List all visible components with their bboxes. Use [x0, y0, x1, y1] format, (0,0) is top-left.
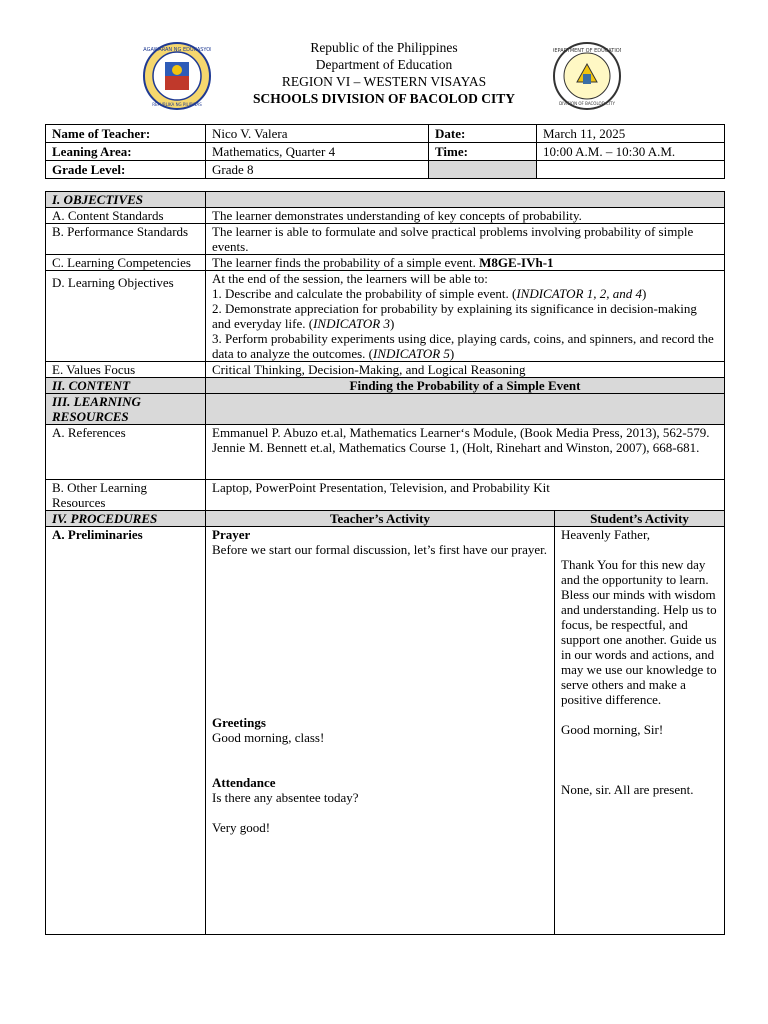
student-activity-header: Student’s Activity	[555, 511, 725, 527]
prayer-text: Before we start our formal discussion, let’s first have our prayer.	[212, 542, 548, 557]
learning-objectives-cell	[206, 271, 725, 362]
empty-cell	[206, 192, 725, 208]
header-line-4: SCHOOLS DIVISION OF BACOLOD CITY	[252, 91, 516, 106]
lo3-indicator: INDICATOR 5	[373, 346, 450, 361]
spacer	[212, 745, 548, 775]
references-label: A. References	[46, 425, 206, 480]
time-label: Time:	[429, 143, 537, 161]
other-resources-text: Laptop, PowerPoint Presentation, Television, and Probability Kit	[206, 480, 725, 511]
empty-cell	[429, 161, 537, 179]
values-label: E. Values Focus	[46, 362, 206, 378]
learning-objectives-label: D. Learning Objectives	[46, 271, 206, 362]
preliminaries-label: A. Preliminaries	[46, 527, 206, 935]
references-text: Emmanuel P. Abuzo et.al, Mathematics Learner‘s Module, (Book Media Press, 2013), 562-579. Jennie M. Bennett et.al, Mathematics Course 1, (Holt, Rinehart and Winston, 2007), 668-681.	[206, 425, 725, 480]
lesson-plan-table	[45, 191, 725, 935]
teacher-activity-header: Teacher’s Activity	[206, 511, 555, 527]
lo3-text: 3. Perform probability experiments using dice, playing cards, coins, and spinners, and record the data to analyze the outcomes. (	[212, 331, 714, 361]
competency-code: M8GE-IVh-1	[479, 255, 554, 270]
date-label: Date:	[429, 125, 537, 143]
teacher-value: Nico V. Valera	[206, 125, 429, 143]
right-seal-bottom: DIVISION OF BACOLOD CITY	[559, 101, 615, 106]
content-title: Finding the Probability of a Simple Event	[206, 378, 725, 394]
spacer	[212, 557, 548, 715]
lo-item-1	[212, 286, 718, 301]
time-value: 10:00 A.M. – 10:30 A.M.	[537, 143, 725, 161]
deped-seal-right	[553, 42, 621, 110]
content-standards-label: A. Content Standards	[46, 208, 206, 224]
performance-standards-label: B. Performance Standards	[46, 224, 206, 255]
content-heading: II. CONTENT	[46, 378, 206, 394]
grade-label: Grade Level:	[46, 161, 206, 179]
resources-heading: III. LEARNING RESOURCES	[46, 394, 206, 425]
right-seal-label: DEPARTMENT OF EDUCATION	[553, 48, 621, 54]
student-greeting: Good morning, Sir!	[561, 722, 664, 737]
date-value: March 11, 2025	[537, 125, 725, 143]
student-attendance: None, sir. All are present.	[561, 782, 694, 797]
other-resources-label: B. Other Learning Resources	[46, 480, 206, 511]
competencies-label: C. Learning Competencies	[46, 255, 206, 271]
lo-item-3	[212, 331, 718, 361]
very-good-text: Very good!	[212, 820, 271, 835]
values-text: Critical Thinking, Decision-Making, and Logical Reasoning	[206, 362, 725, 378]
left-seal-label: KAGAWARAN NG EDUKASYON	[143, 47, 211, 53]
student-father: Heavenly Father,	[561, 527, 651, 542]
area-label: Leaning Area:	[46, 143, 206, 161]
competencies-text: The learner finds the probability of a simple event.	[212, 255, 476, 270]
student-activity-cell	[555, 527, 725, 935]
lo2-close: )	[389, 316, 395, 331]
objectives-heading: I. OBJECTIVES	[46, 192, 206, 208]
content-standards-text: The learner demonstrates understanding of key concepts of probability.	[206, 208, 725, 224]
lo-item-2	[212, 301, 718, 331]
letterhead	[0, 39, 768, 107]
student-prayer: Thank You for this new day and the opportunity to learn. Bless our minds with wisdom and understanding. Help us to focus, be respectful, and support one another. Guide us in our words and actions, and may we use our knowledge to serve others and make a positive difference.	[561, 557, 717, 707]
attendance-title: Attendance	[212, 775, 276, 790]
prayer-title: Prayer	[212, 527, 251, 542]
spacer	[561, 707, 718, 722]
lo2-text: 2. Demonstrate appreciation for probability by explaining its significance in decision-making and everyday life. (	[212, 301, 697, 331]
teacher-label: Name of Teacher:	[46, 125, 206, 143]
area-value: Mathematics, Quarter 4	[206, 143, 429, 161]
procedures-heading: IV. PROCEDURES	[46, 511, 206, 527]
left-seal-bottom: REPUBLIKA NG PILIPINAS	[152, 102, 202, 107]
empty-cell	[206, 394, 725, 425]
header-line-1: Republic of the Philippines	[310, 40, 458, 55]
spacer	[212, 805, 548, 820]
header-line-2: Department of Education	[315, 57, 453, 72]
spacer	[561, 737, 718, 782]
lo1-text: 1. Describe and calculate the probability of simple event. (	[212, 286, 517, 301]
lo1-indicator: INDICATOR 1, 2, and 4	[516, 286, 642, 301]
teacher-activity-cell	[206, 527, 555, 935]
teacher-info-table	[45, 124, 725, 179]
lo1-close: )	[641, 286, 647, 301]
spacer	[561, 542, 718, 557]
empty-cell	[537, 161, 725, 179]
lo-intro: At the end of the session, the learners will be able to:	[212, 271, 488, 286]
grade-value: Grade 8	[206, 161, 429, 179]
greetings-title: Greetings	[212, 715, 266, 730]
competencies-cell	[206, 255, 725, 271]
greetings-text: Good morning, class!	[212, 730, 325, 745]
performance-standards-text: The learner is able to formulate and solve practical problems involving probability of simple events.	[206, 224, 725, 255]
header-line-3: REGION VI – WESTERN VISAYAS	[281, 74, 487, 89]
attendance-text: Is there any absentee today?	[212, 790, 359, 805]
lo2-indicator: INDICATOR 3	[313, 316, 390, 331]
lo3-close: )	[449, 346, 455, 361]
